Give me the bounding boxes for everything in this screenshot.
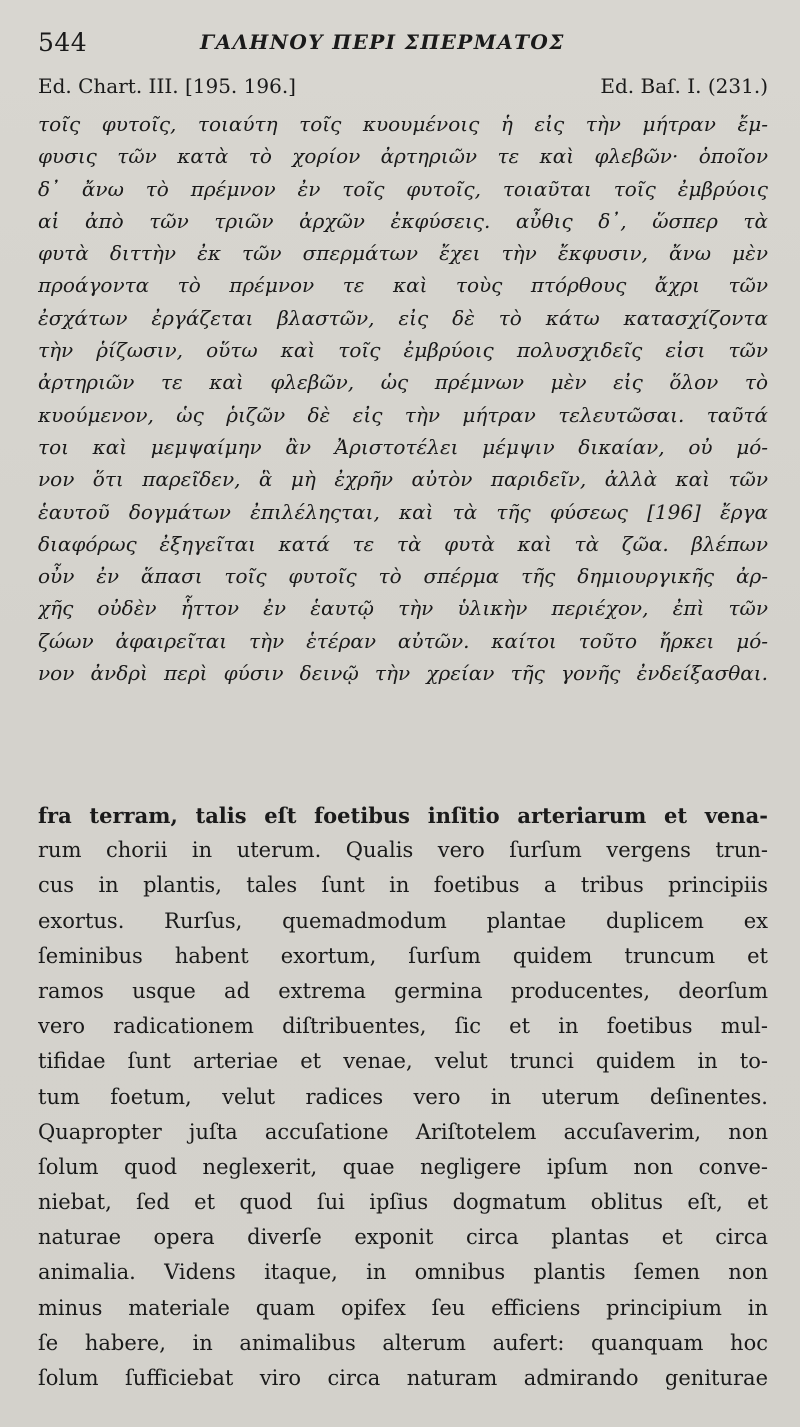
latin-line: ſeminibus habent exortum, ſurſum quidem truncum et	[38, 943, 768, 968]
latin-line: exortus. Rurſus, quemadmodum plantae duplicem ex	[38, 908, 768, 933]
greek-line: νον ὅτι παρεῖδεν, ἃ μὴ ἐχρῆν αὐτὸν παριδεῖν, ἀλλὰ καὶ τῶν	[38, 467, 768, 492]
latin-line: fra terram, talis eſt foetibus inſitio arteriarum et vena-	[38, 803, 768, 828]
greek-line: ζώων ἀφαιρεῖται τὴν ἑτέραν αὐτῶν. καίτοι τοῦτο ἤρκει μό-	[38, 628, 768, 653]
edition-reference-line	[38, 74, 768, 104]
latin-line: animalia. Videns itaque, in omnibus plantis ſemen non	[38, 1260, 768, 1285]
latin-line: cus in plantis, tales ſunt in foetibus a tribus principiis	[38, 873, 768, 898]
latin-line: rum chorii in uterum. Qualis vero ſurſum vergens trun-	[38, 838, 768, 863]
greek-line: οὖν ἐν ἅπασι τοῖς φυτοῖς τὸ σπέρμα τῆς δημιουργικῆς ἀρ-	[38, 564, 768, 589]
edition-chartier-reference: Ed. Chart. III. [195. 196.]	[38, 74, 296, 98]
greek-line: διαφόρως ἐξηγεῖται κατά τε τὰ φυτὰ καὶ τὰ ζῶα. βλέπων	[38, 531, 768, 556]
edition-basel-reference: Ed. Baſ. I. (231.)	[600, 74, 768, 98]
greek-line: νον ἀνδρὶ περὶ φύσιν δεινῷ τὴν χρείαν τῆς γονῆς ἐνδείξασθαι.	[38, 661, 768, 686]
latin-line: niebat, ſed et quod ſui ipſius dogmatum oblitus eſt, et	[38, 1190, 768, 1215]
running-head	[38, 28, 768, 64]
greek-line: δ᾽ ἄνω τὸ πρέμνον ἐν τοῖς φυτοῖς, τοιαῦται τοῖς ἐμβρύοις	[38, 176, 768, 201]
greek-line: ἐσχάτων ἐργάζεται βλαστῶν, εἰς δὲ τὸ κάτω κατασχίζοντα	[38, 305, 768, 330]
latin-line: tifidae ſunt arteriae et venae, velut trunci quidem in to-	[38, 1049, 768, 1074]
latin-line: minus materiale quam opifex ſeu efficiens principium in	[38, 1295, 768, 1320]
running-title: ΓΑΛΗΝΟΥ ΠΕΡΙ ΣΠΕΡΜΑΤΟΣ	[200, 30, 565, 54]
greek-line: αἱ ἀπὸ τῶν τριῶν ἀρχῶν ἐκφύσεις. αὖθις δ᾽, ὥσπερ τὰ	[38, 208, 768, 233]
latin-line: ſolum quod neglexerit, quae negligere ipſum non conve-	[38, 1154, 768, 1179]
greek-line: φυσις τῶν κατὰ τὸ χορίον ἀρτηριῶν τε καὶ φλεβῶν· ὁποῖον	[38, 144, 768, 169]
latin-line: ſolum ſufficiebat viro circa naturam admirando geniturae	[38, 1366, 768, 1390]
latin-text-block	[38, 798, 768, 1396]
greek-line: τὴν ῥίζωσιν, οὕτω καὶ τοῖς ἐμβρύοις πολυσχιδεῖς εἰσι τῶν	[38, 338, 768, 363]
greek-line: φυτὰ διττὴν ἐκ τῶν σπερμάτων ἔχει τὴν ἔκφυσιν, ἄνω μὲν	[38, 241, 768, 266]
latin-line: ramos usque ad extrema germina producentes, deorſum	[38, 978, 768, 1003]
latin-line: naturae opera diverſe exponit circa plantas et circa	[38, 1225, 768, 1250]
greek-line: ἀρτηριῶν τε καὶ φλεβῶν, ὡς πρέμνων μὲν εἰς ὅλον τὸ	[38, 370, 768, 395]
latin-line: vero radicationem diſtribuentes, ſic et in foetibus mul-	[38, 1014, 768, 1039]
latin-line: ſe habere, in animalibus alterum aufert: quanquam hoc	[38, 1330, 768, 1355]
greek-line: χῆς οὐδὲν ἧττον ἐν ἑαυτῷ τὴν ὑλικὴν περιέχον, ἐπὶ τῶν	[38, 596, 768, 621]
greek-line: ἑαυτοῦ δογμάτων ἐπιλέληςται, καὶ τὰ τῆς φύσεως [196] ἔργα	[38, 499, 768, 524]
greek-line: τοῖς φυτοῖς, τοιαύτη τοῖς κυουμένοις ἡ εἰς τὴν μήτραν ἔμ-	[38, 112, 768, 136]
greek-line: τοι καὶ μεμψαίμην ἂν Ἀριστοτέλει μέμψιν δικαίαν, οὐ μό-	[38, 434, 768, 459]
latin-line: Quapropter juſta accuſatione Ariſtotelem accuſaverim, non	[38, 1119, 768, 1144]
page-number: 544	[38, 28, 88, 57]
latin-line: tum foetum, velut radices vero in uterum deſinentes.	[38, 1084, 768, 1109]
greek-line: κυούμενον, ὡς ῥιζῶν δὲ εἰς τὴν μήτραν τελευτῶσαι. ταῦτά	[38, 402, 768, 427]
greek-line: προάγοντα τὸ πρέμνον τε καὶ τοὺς πτόρθους ἄχρι τῶν	[38, 273, 768, 298]
greek-text-block	[38, 108, 768, 689]
